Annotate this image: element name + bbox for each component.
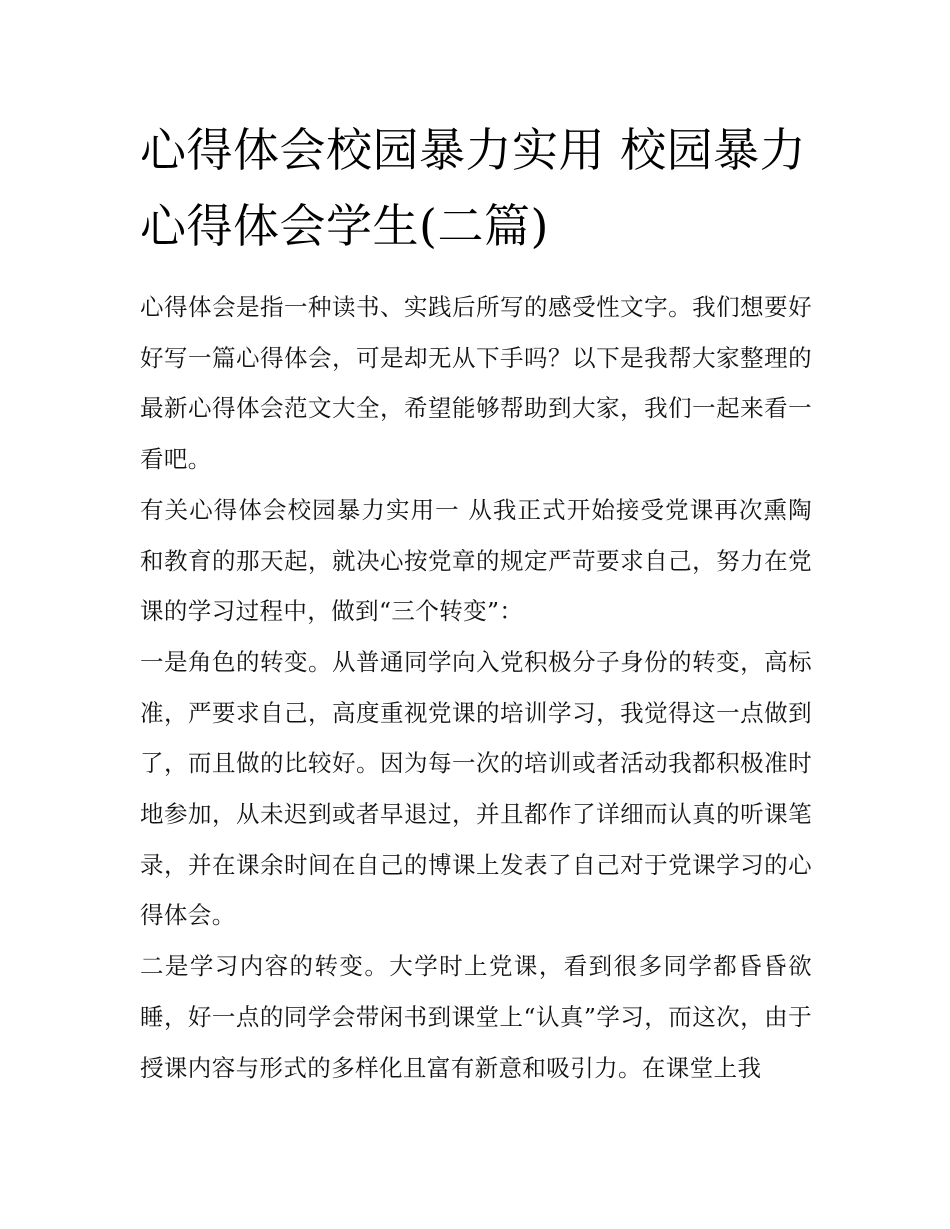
paragraph-content-change: 二是学习内容的转变。大学时上党课，看到很多同学都昏昏欲睡，好一点的同学会带闲书到课堂上“认真”学习，而这次，由于授课内容与形式的多样化且富有新意和吸引力。在课堂上我 <box>140 952 812 1082</box>
document-content <box>140 112 812 1093</box>
document-body <box>140 282 812 1093</box>
paragraph-role-change: 一是角色的转变。从普通同学向入党积极分子身份的转变，高标准，严要求自己，高度重视党课的培训学习，我觉得这一点做到了，而且做的比较好。因为每一次的培训或者活动我都积极准时地参加，从未迟到或者早退过，并且都作了详细而认真的听课笔录，并在课余时间在自己的博课上发表了自己对于党课学习的心得体会。 <box>140 647 812 930</box>
paragraph-part-one: 有关心得体会校园暴力实用一 从我正式开始接受党课再次熏陶和教育的那天起，就决心按党章的规定严苛要求自己，努力在党课的学习过程中，做到“三个转变”： <box>140 495 812 626</box>
document-title: 心得体会校园暴力实用 校园暴力心得体会学生(二篇) <box>140 123 807 253</box>
paragraph-intro: 心得体会是指一种读书、实践后所写的感受性文字。我们想要好好写一篇心得体会，可是却无从下手吗？以下是我帮大家整理的最新心得体会范文大全，希望能够帮助到大家，我们一起来看一看吧。 <box>140 293 812 474</box>
